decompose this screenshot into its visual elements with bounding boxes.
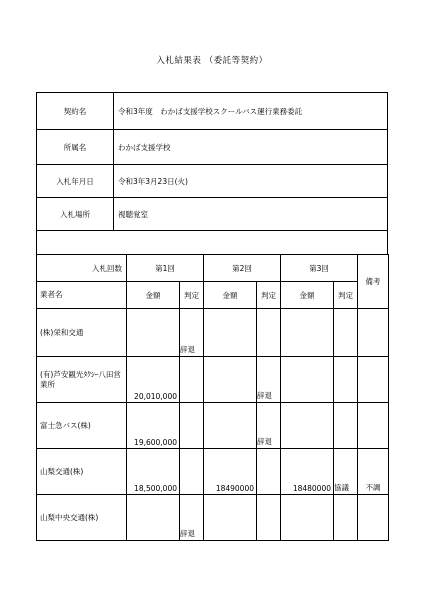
table-row	[37, 449, 389, 495]
remark	[358, 495, 389, 541]
remarks-header: 備考	[358, 255, 389, 309]
r2-amount	[204, 403, 257, 449]
remark	[358, 309, 389, 357]
judgment-header: 判定	[257, 282, 281, 309]
round2-header: 第2回	[204, 255, 281, 282]
r1-amount: 19,600,000	[127, 403, 180, 449]
r3-judgment	[334, 403, 358, 449]
table-row	[37, 495, 389, 541]
round1-header: 第1回	[127, 255, 204, 282]
r3-amount	[281, 403, 334, 449]
rounds-label: 入札回数	[37, 255, 127, 282]
table-row	[37, 357, 389, 403]
r2-amount	[204, 357, 257, 403]
info-label: 所属名	[37, 130, 114, 165]
r1-amount	[127, 309, 180, 357]
amount-header: 金額	[127, 282, 180, 309]
r3-judgment	[334, 357, 358, 403]
info-row-department	[37, 130, 388, 165]
remark	[358, 403, 389, 449]
r1-amount: 18,500,000	[127, 449, 180, 495]
info-value: 視聴覚室	[114, 198, 388, 231]
r1-judgment	[180, 357, 204, 403]
bidder-name: 山梨中央交通(株)	[37, 495, 127, 541]
info-row-location	[37, 198, 388, 231]
judgment-header: 判定	[180, 282, 204, 309]
r3-amount	[281, 357, 334, 403]
r2-judgment: 辞退	[257, 357, 281, 403]
bidder-name: 山梨交通(株)	[37, 449, 127, 495]
info-value: 令和3年度 わかば支援学校スクールバス運行業務委託	[114, 93, 388, 130]
header-row-columns	[37, 282, 389, 309]
bidder-name: 富士急バス(株)	[37, 403, 127, 449]
r1-judgment	[180, 403, 204, 449]
r1-judgment: 辞退	[180, 309, 204, 357]
r3-judgment: 協議	[334, 449, 358, 495]
bidder-name: (株)栄和交通	[37, 309, 127, 357]
r3-amount	[281, 495, 334, 541]
r2-amount	[204, 309, 257, 357]
info-label: 入札年月日	[37, 165, 114, 198]
r3-amount	[281, 309, 334, 357]
table-row	[37, 403, 389, 449]
r1-amount	[127, 495, 180, 541]
table-spacer	[36, 229, 388, 254]
r2-judgment	[257, 495, 281, 541]
info-row-contract	[37, 93, 388, 130]
r3-amount: 18480000	[281, 449, 334, 495]
r3-judgment	[334, 309, 358, 357]
contract-info-table	[36, 92, 388, 231]
r3-judgment	[334, 495, 358, 541]
bidder-name: (有)芦安観光ﾀｸｼｰ八田営業所	[37, 357, 127, 403]
info-value: 令和3年3月23日(火)	[114, 165, 388, 198]
r2-amount: 18490000	[204, 449, 257, 495]
judgment-header: 判定	[334, 282, 358, 309]
info-label: 契約名	[37, 93, 114, 130]
r2-judgment	[257, 449, 281, 495]
info-label: 入札場所	[37, 198, 114, 231]
table-row	[37, 309, 389, 357]
r1-amount: 20,010,000	[127, 357, 180, 403]
bidder-label: 業者名	[37, 282, 127, 309]
amount-header: 金額	[204, 282, 257, 309]
round3-header: 第3回	[281, 255, 358, 282]
r2-judgment: 辞退	[257, 403, 281, 449]
bid-results-table	[36, 254, 389, 541]
info-value: わかば支援学校	[114, 130, 388, 165]
remark	[358, 357, 389, 403]
remark: 不調	[358, 449, 389, 495]
amount-header: 金額	[281, 282, 334, 309]
header-row-rounds	[37, 255, 389, 282]
info-row-date	[37, 165, 388, 198]
r2-amount	[204, 495, 257, 541]
r2-judgment	[257, 309, 281, 357]
r1-judgment	[180, 449, 204, 495]
page-title: 入札結果表 （委託等契約）	[156, 56, 268, 66]
r1-judgment: 辞退	[180, 495, 204, 541]
